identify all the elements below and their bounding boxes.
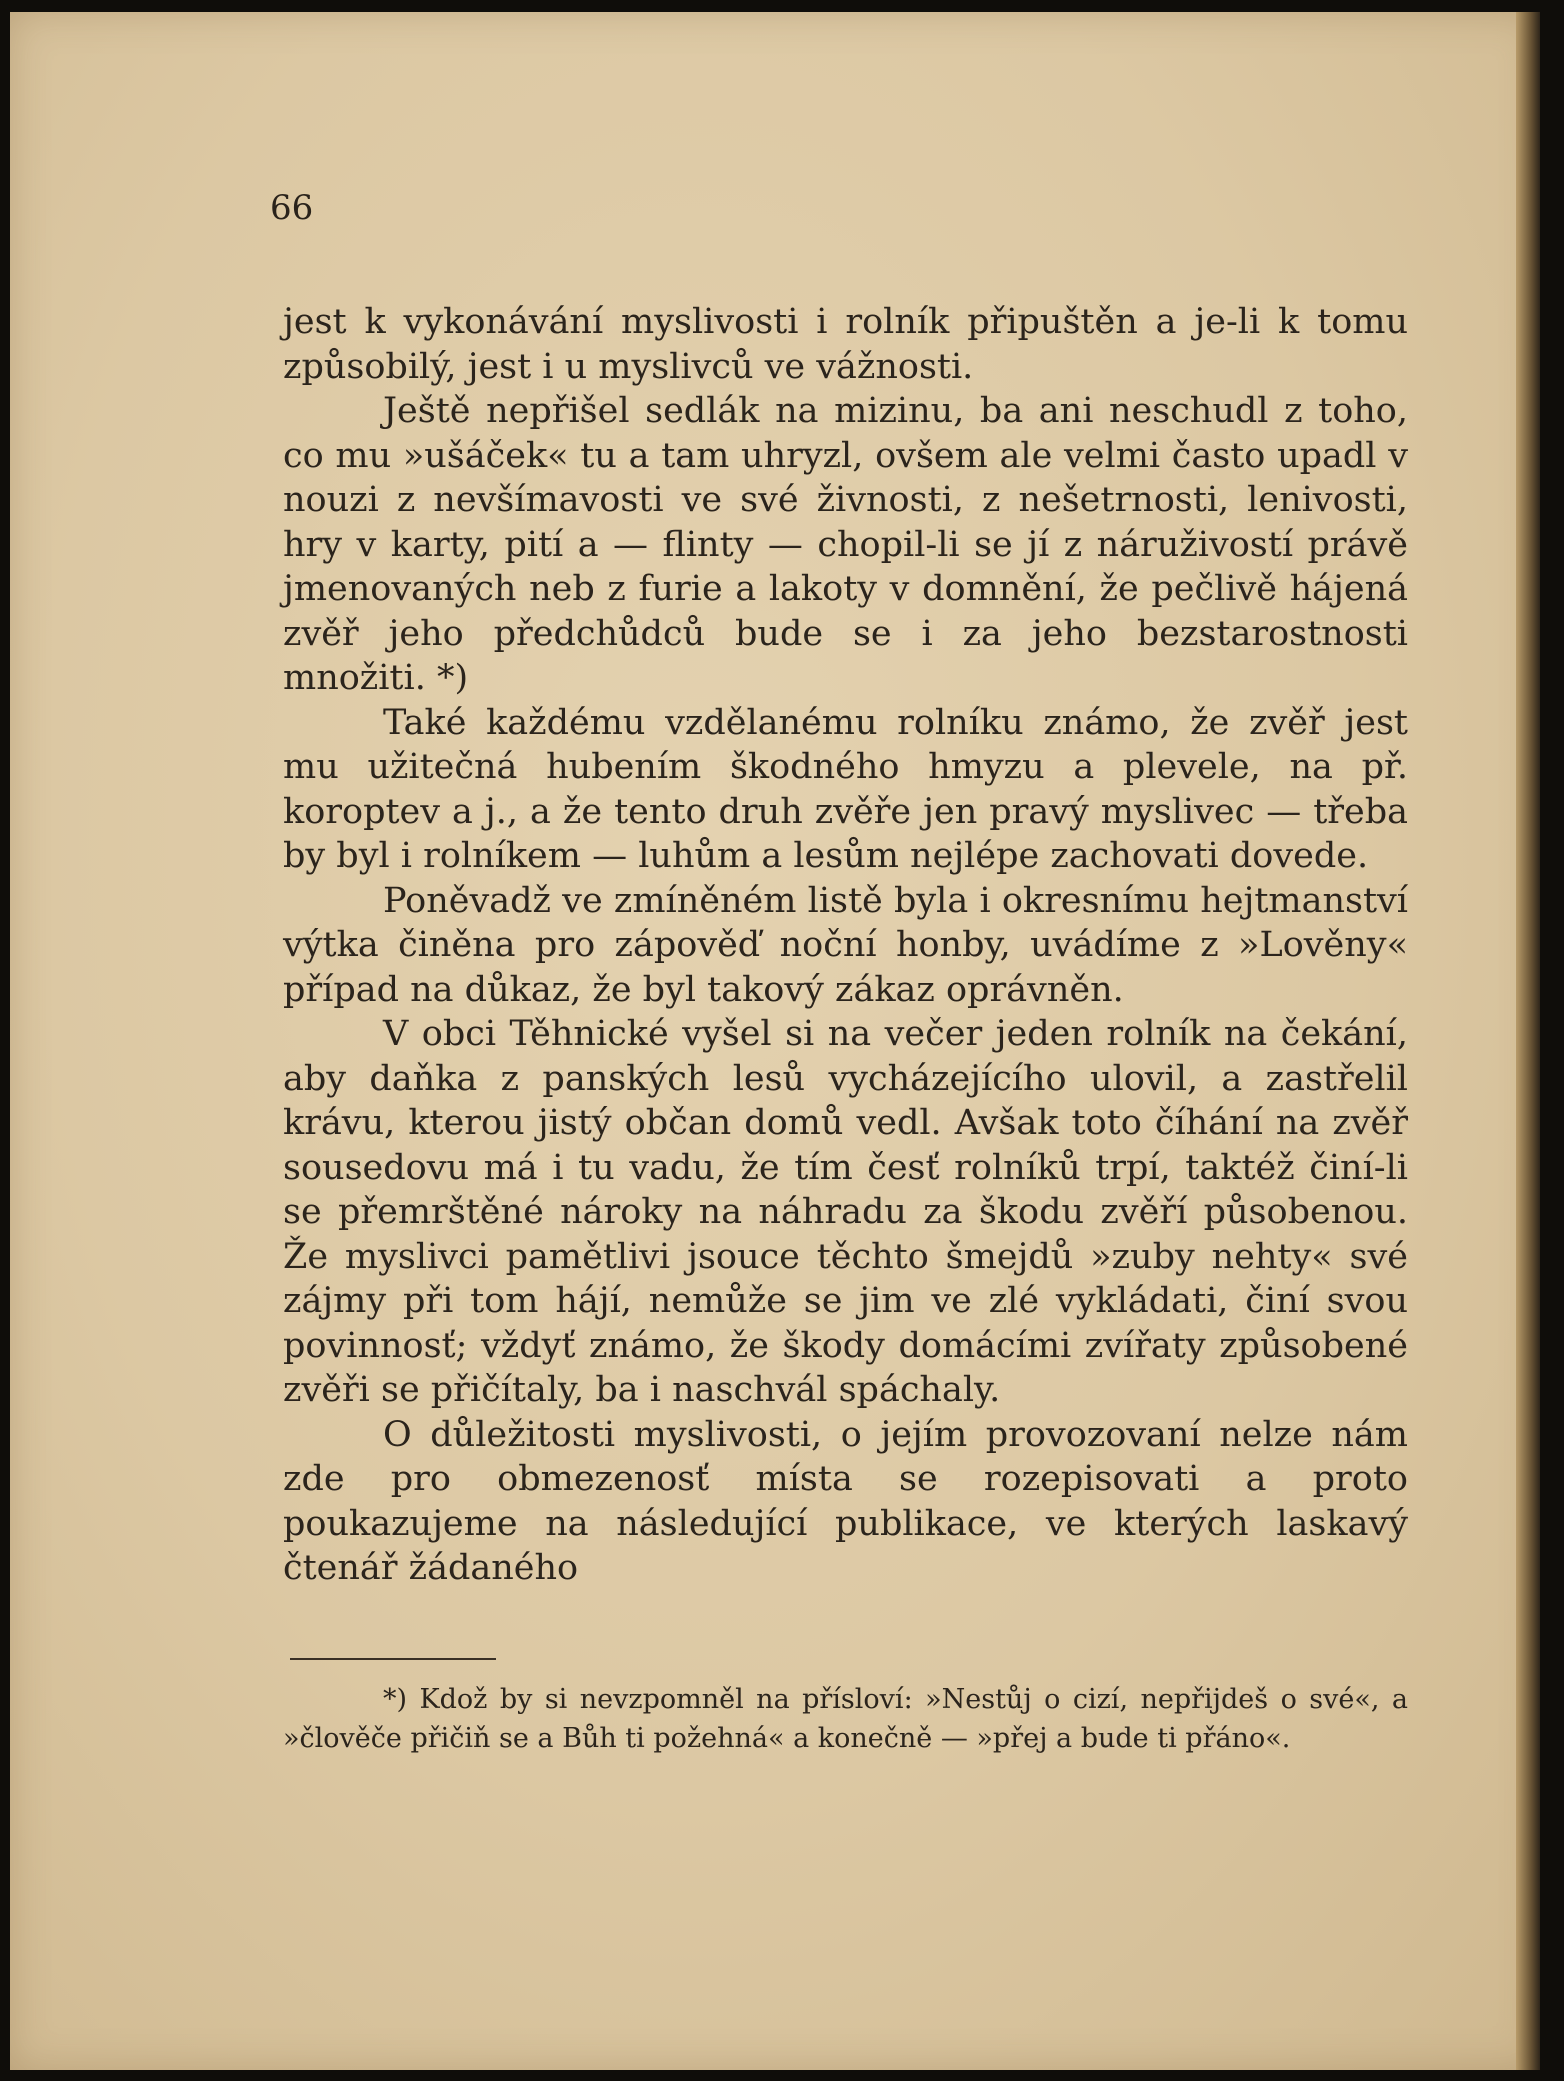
paragraph-4: Poněvadž ve zmíněném listě byla i okresnímu hejtmanství výtka činěna pro zápověď noční honby, uvádíme z »Lověny« případ na důkaz, že byl takový zákaz oprávněn. [283,880,1408,1010]
paragraph-6: O důležitosti myslivosti, o jejím provozovaní nelze nám zde pro obmezenosť místa se rozepisovati a proto poukazujeme na následující publikace, ve kterých laskavý čtenář žádaného [283,1414,1408,1588]
paragraph-5: V obci Těhnické vyšel si na večer jeden rolník na čekání, aby daňka z panských lesů vycházejícího ulovil, a zastřelil krávu, kterou jistý občan domů vedl. Avšak toto číhání na zvěř sousedovu má i tu vadu, že tím česť rolníků trpí, taktéž činí-li se přemrštěné nároky na náhradu za škodu zvěří působenou. Že myslivci pamětlivi jsouce těchto šmejdů »zuby nehty« své zájmy při tom hájí, nemůže se jim ve zlé vykládati, činí svou povinnosť; vždyť známo, že škody domácími zvířaty způsobené zvěři se přičítaly, ba i naschvál spáchaly. [283,1014,1408,1410]
paragraph-2: Ještě nepřišel sedlák na mizinu, ba ani neschudl z toho, co mu »ušáček« tu a tam uhryzl, ovšem ale velmi často upadl v nouzi z nevšímavosti ve své živnosti, z nešetrnosti, lenivosti, hry v karty, pití a — flinty — chopil-li se jí z náruživostí právě jmenovaných neb z furie a lakoty v domnění, že pečlivě hájená zvěř jeho předchůdců bude se i za jeho bezstarostnosti množiti. *) [283,391,1408,698]
page-edge-shadow [1516,12,1540,2070]
footnote-divider [290,1658,496,1660]
paragraph-3: Také každému vzdělanému rolníku známo, že zvěř jest mu užitečná hubením škodného hmyzu a plevele, na př. koroptev a j., a že tento druh zvěře jen pravý myslivec — třeba by byl i rolníkem — luhům a lesům nejlépe zachovati dovede. [283,702,1408,876]
footnote: *) Kdož by si nevzpomněl na přísloví: »Nestůj o cizí, nepřijdeš o své«, a »člověče přičiň se a Bůh ti požehná« a konečně — »přej a bude ti přáno«. [283,1684,1408,1754]
body-text [283,300,1408,1591]
page-number: 66 [270,188,314,228]
paragraph-1: jest k vykonávání myslivosti i rolník připuštěn a je-li k tomu způsobilý, jest i u myslivců ve vážnosti. [283,302,1408,387]
